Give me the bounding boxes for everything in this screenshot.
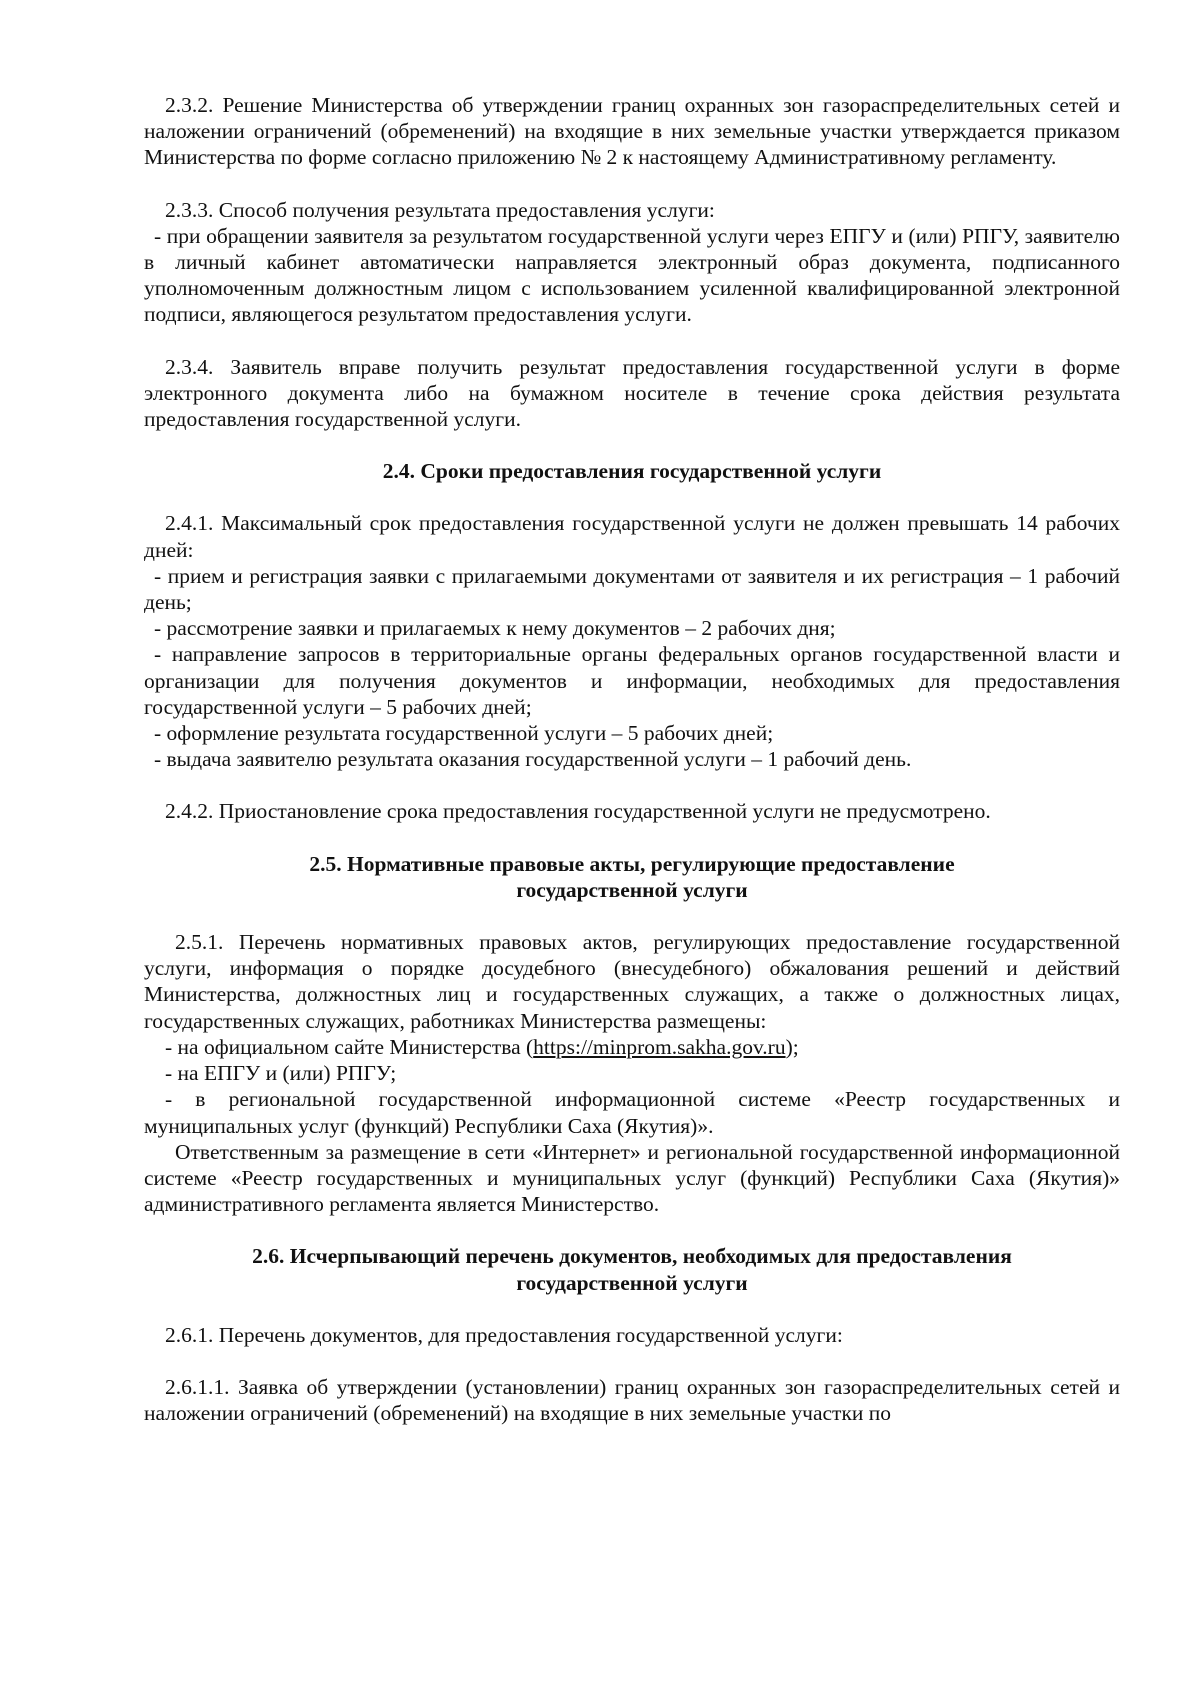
heading-2-5-line1: 2.5. Нормативные правовые акты, регулирующие предоставление: [309, 851, 955, 876]
list-item: - рассмотрение заявки и прилагаемых к нему документов – 2 рабочих дня;: [154, 616, 836, 641]
paragraph-2-4-1: 2.4.1. Максимальный срок предоставления государственной услуги не должен превышать 14 рабочих дней:: [144, 511, 1120, 562]
heading-2-5-line2: государственной услуги: [516, 877, 748, 902]
list-item-official-site: [144, 1034, 1120, 1060]
paragraph-2-3-4: 2.3.4. Заявитель вправе получить результат предоставления государственной услуги в форме электронного документа либо на бумажном носителе в течение срока действия результата предоставления государственной услуги.: [144, 354, 1120, 432]
paragraph-2-6-1-1: 2.6.1.1. Заявка об утверждении (установлении) границ охранных зон газораспределительных сетей и наложении ограничений (обременений) на входящие в них земельные участки по: [144, 1374, 1120, 1426]
list-item: - выдача заявителю результата оказания государственной услуги – 1 рабочий день.: [154, 747, 912, 772]
list-item: - направление запросов в территориальные органы федеральных органов государственной власти и организации для получения документов и информации, необходимых для предоставления государственной услуги – 5 рабочих дней;: [144, 642, 1120, 719]
paragraph-2-6-1: 2.6.1. Перечень документов, для предоставления государственной услуги:: [165, 1322, 843, 1347]
list-item-prefix: - на официальном сайте Министерства (: [165, 1034, 534, 1059]
heading-2-6-line2: государственной услуги: [516, 1270, 748, 1295]
list-item: - в региональной государственной информационной системе «Реестр государственных и муниципальных услуг (функций) Республики Саха (Якутия)».: [144, 1087, 1120, 1138]
ministry-site-link[interactable]: https://minprom.sakha.gov.ru: [533, 1034, 786, 1059]
paragraph-2-3-2: 2.3.2. Решение Министерства об утверждении границ охранных зон газораспределительных сетей и наложении ограничений (обременений) на входящие в них земельные участки утверждается приказом Министерства по форме согласно приложению № 2 к настоящему Административному регламенту.: [144, 93, 1120, 170]
list-item: - оформление результата государственной услуги – 5 рабочих дней;: [154, 721, 774, 746]
paragraph-2-4-2: 2.4.2. Приостановление срока предоставления государственной услуги не предусмотрено.: [165, 799, 991, 824]
list-item-suffix: );: [785, 1034, 799, 1059]
paragraph-2-3-3-title: 2.3.3. Способ получения результата предоставления услуги:: [165, 197, 715, 222]
paragraph-2-5-1: 2.5.1. Перечень нормативных правовых актов, регулирующих предоставление государственной услуги, информация о порядке досудебного (внесудебного) обжалования решений и действий Министерства, должностных лиц и государственных служащих, а также о должностных лицах, государственных служащих, работниках Министерства размещены:: [144, 930, 1120, 1033]
document-page: [144, 92, 1120, 1426]
paragraph-responsible: Ответственным за размещение в сети «Интернет» и региональной государственной информационной системе «Реестр государственных и муниципальных услуг (функций) Республики Саха (Якутия)» административного регламента является Министерство.: [144, 1139, 1120, 1217]
heading-2-6-line1: 2.6. Исчерпывающий перечень документов, необходимых для предоставления: [252, 1244, 1012, 1269]
paragraph-2-3-3-item: - при обращении заявителя за результатом государственной услуги через ЕПГУ и (или) РПГУ, заявителю в личный кабинет автоматически направляется электронный образ документа, подписанного уполномоченным должностным лицом с использованием усиленной квалифицированной электронной подписи, являющегося результатом предоставления услуги.: [144, 223, 1120, 327]
list-item: - прием и регистрация заявки с прилагаемыми документами от заявителя и их регистрация – 1 рабочий день;: [144, 563, 1120, 615]
list-item: - на ЕПГУ и (или) РПГУ;: [165, 1061, 397, 1086]
heading-2-4: 2.4. Сроки предоставления государственной услуги: [382, 459, 882, 484]
